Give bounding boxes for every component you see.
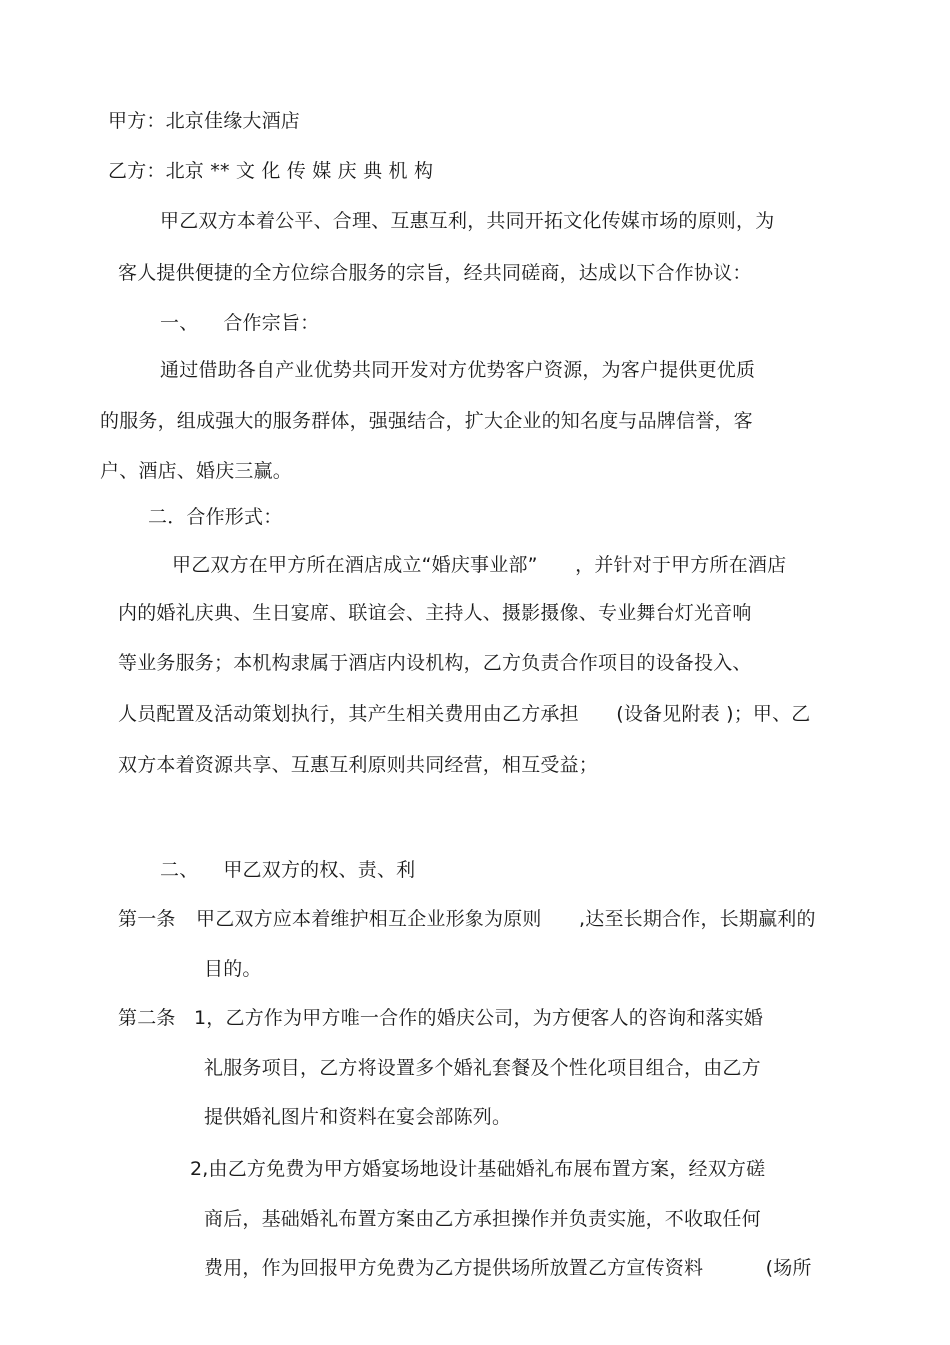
article-1-label: 第一条 [118,908,176,930]
section-2-line-3: 等业务服务；本机构隶属于酒店内设机构，乙方负责合作项目的设备投入、 [118,652,752,674]
article-1-line-1: 甲乙双方应本着维护相互企业形象为原则 ,达至长期合作，长期赢利的 [196,908,816,930]
section-1-line-3: 户、酒店、婚庆三赢。 [100,460,293,482]
section-2-line-1: 甲乙双方在甲方所在酒店成立“婚庆事业部” ，并针对于甲方所在酒店 [172,554,787,576]
party-a-line: 甲方：北京佳缘大酒店 [108,110,301,132]
article-2-item-1-line-2: 礼服务项目，乙方将设置多个婚礼套餐及个性化项目组合，由乙方 [204,1057,761,1079]
section-3-heading: 二、 甲乙双方的权、责、利 [160,859,416,881]
section-1-heading: 一、 合作宗旨： [160,312,320,334]
article-2-item-2-line-1: 2,由乙方免费为甲方婚宴场地设计基础婚礼布展布置方案，经双方磋 [190,1158,766,1180]
section-2-line-2: 内的婚礼庆典、生日宴席、联谊会、主持人、摄影摄像、专业舞台灯光音响 [118,602,752,624]
intro-line-1: 甲乙双方本着公平、合理、互惠互利，共同开拓文化传媒市场的原则，为 [160,210,775,232]
section-2-heading: 二．合作形式： [148,506,283,528]
party-b-line: 乙方：北京 ** 文 化 传 媒 庆 典 机 构 [108,160,434,182]
article-2-item-2-line-2: 商后，基础婚礼布置方案由乙方承担操作并负责实施，不收取任何 [204,1208,761,1230]
section-1-line-2: 的服务，组成强大的服务群体，强强结合，扩大企业的知名度与品牌信誉，客 [100,410,753,432]
intro-line-2: 客人提供便捷的全方位综合服务的宗旨，经共同磋商，达成以下合作协议： [118,262,752,284]
article-2-item-1-line-3: 提供婚礼图片和资料在宴会部陈列。 [204,1106,512,1128]
article-2-label: 第二条 [118,1007,176,1029]
article-2-item-1-line-1: 1，乙方作为甲方唯一合作的婚庆公司，为方便客人的咨询和落实婚 [194,1007,764,1029]
section-2-line-4: 人员配置及活动策划执行，其产生相关费用由乙方承担 (设备见附表 )；甲、乙 [118,703,811,725]
section-2-line-5: 双方本着资源共享、互惠互利原则共同经营，相互受益； [118,754,599,776]
article-2-item-2-line-3: 费用，作为回报甲方免费为乙方提供场所放置乙方宣传资料 (场所 [204,1257,812,1279]
section-1-line-1: 通过借助各自产业优势共同开发对方优势客户资源，为客户提供更优质 [160,359,756,381]
article-1-line-2: 目的。 [204,958,262,980]
